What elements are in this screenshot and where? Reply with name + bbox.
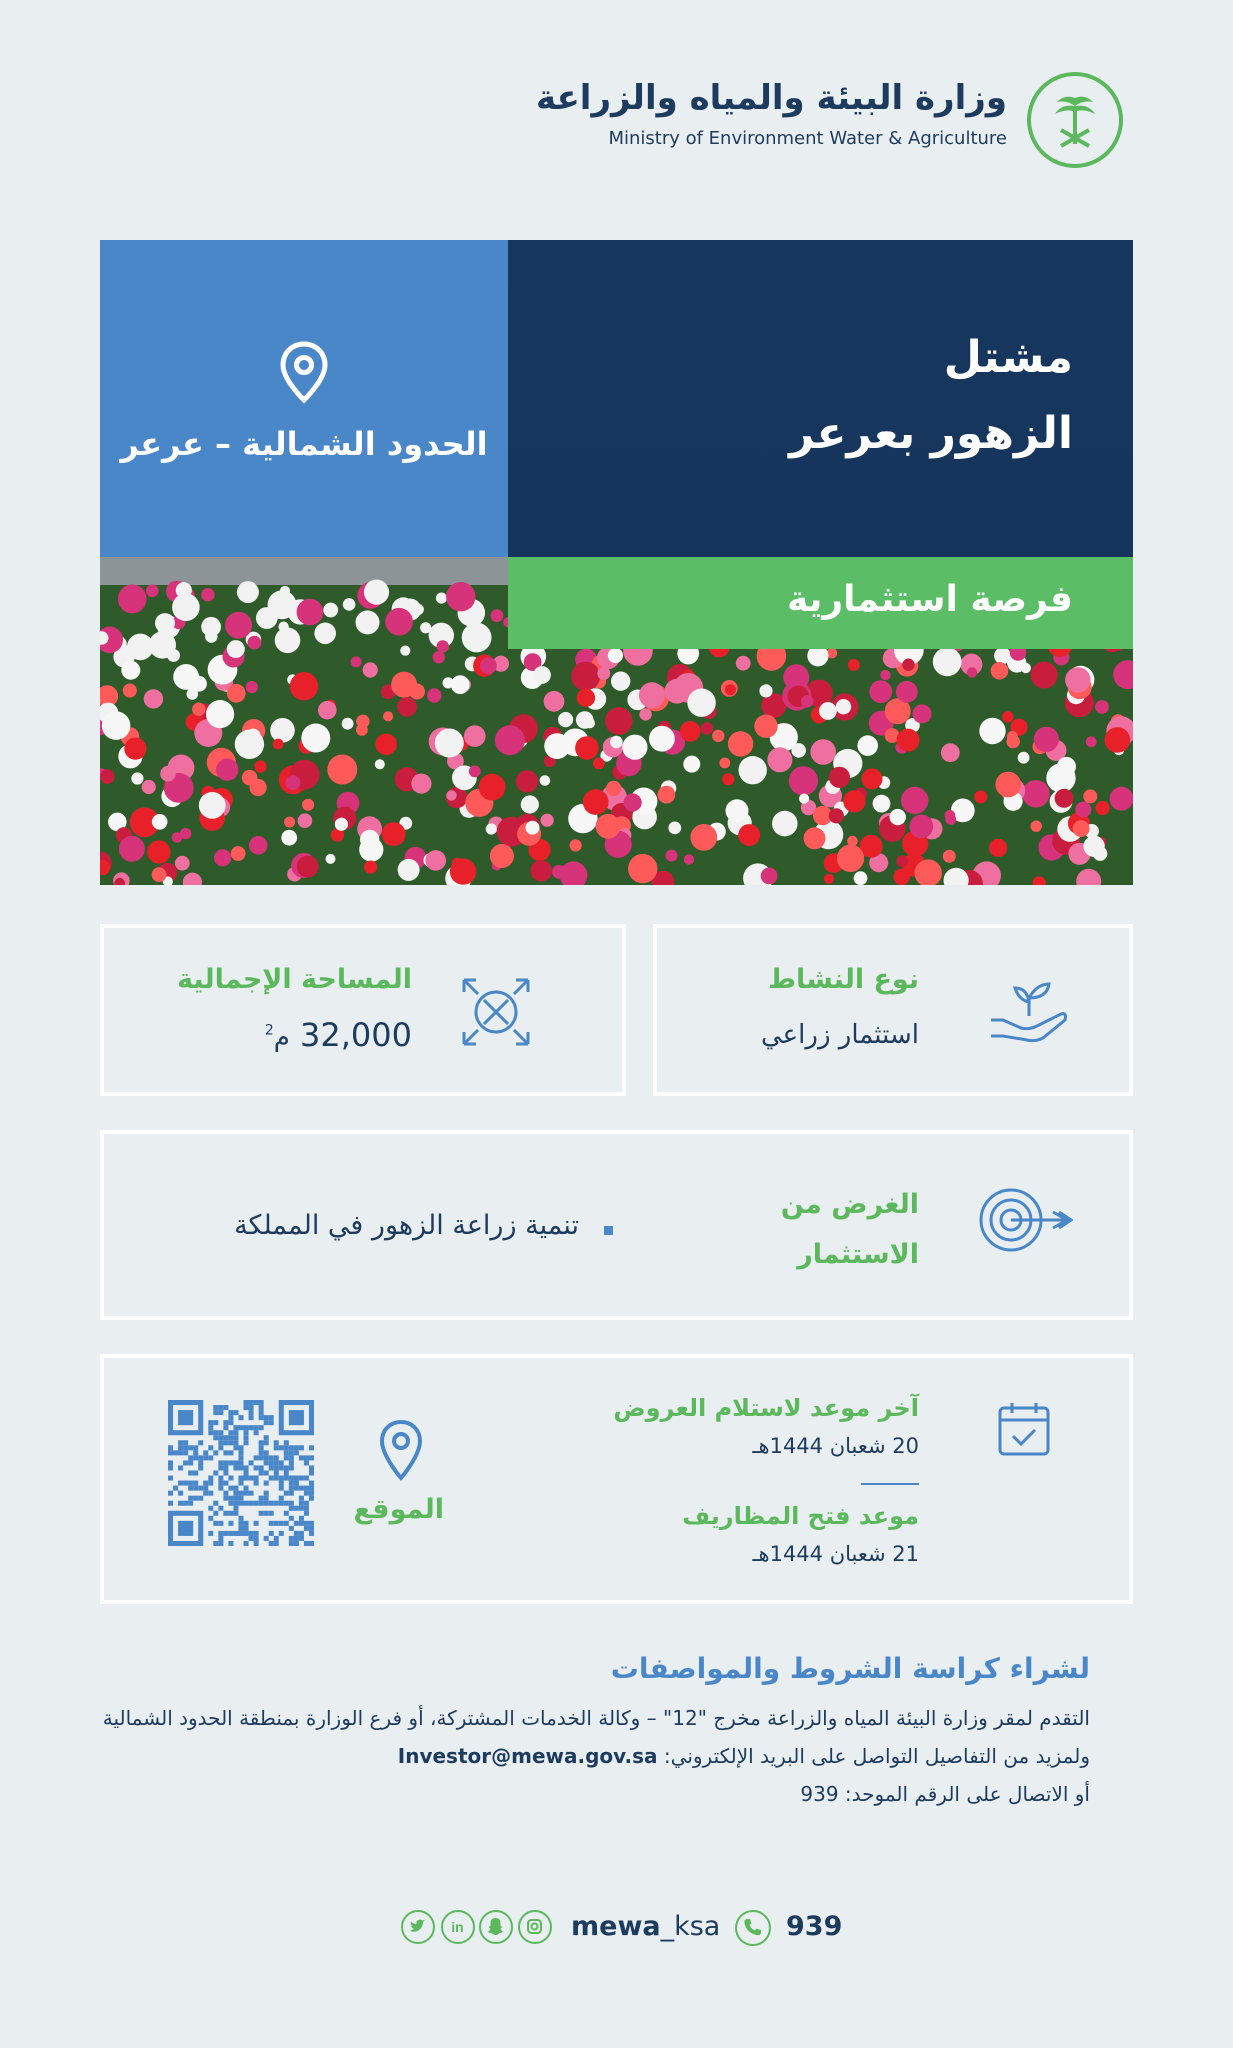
investment-purpose-value: تنمية زراعة الزهور في المملكة [234,1210,579,1241]
investment-opportunity-badge: فرصة استثمارية [508,557,1133,649]
envelope-opening-value: 21 شعبان 1444هـ [752,1542,919,1566]
hero-location-text: الحدود الشمالية – عرعر [120,425,488,463]
activity-type-card [653,924,1133,1096]
hero-location-panel [100,240,508,557]
unified-phone-number[interactable]: 939 [786,1911,843,1942]
dates-location-card [100,1354,1133,1604]
plant-in-hand-icon [985,976,1069,1048]
investment-purpose-card [100,1130,1133,1320]
phone-icon[interactable] [735,1910,771,1946]
envelope-opening-label: موعد فتح المظاريف [682,1502,919,1530]
instagram-icon[interactable] [518,1910,552,1944]
location-pin-icon [278,340,330,404]
linkedin-icon[interactable] [441,1910,475,1944]
ministry-name-english: Ministry of Environment Water & Agriculture [608,128,1007,149]
target-icon [977,1184,1073,1256]
divider [861,1483,919,1485]
purchase-specs-title: لشراء كراسة الشروط والمواصفات [610,1652,1090,1685]
investment-purpose-label: الغرض من الاستثمار [780,1189,919,1270]
purchase-address-text: التقدم لمقر وزارة البيئة المياه والزراعة مخرج "12" – وكالة الخدمات المشتركة، أو فرع الوزارة بمنطقة الحدود الشمالية [102,1706,1090,1730]
svg-text:in: in [451,1919,464,1935]
activity-type-value: استثمار زراعي [761,1020,919,1050]
purchase-phone-text: أو الاتصال على الرقم الموحد: 939 [800,1782,1090,1806]
email-link[interactable]: Investor@mewa.gov.sa [397,1744,658,1768]
deadline-label: آخر موعد لاستلام العروض [613,1394,919,1422]
location-label[interactable]: الموقع [353,1494,444,1525]
footer [0,1905,1233,1955]
bullet-marker [604,1226,613,1235]
palm-tree-logo-icon [1027,72,1123,168]
total-area-label: المساحة الإجمالية [177,964,412,995]
deadline-value: 20 شعبان 1444هـ [752,1434,919,1458]
ministry-name-arabic: وزارة البيئة والمياه والزراعة [535,78,1007,118]
social-handle[interactable]: mewa_ksa [571,1911,721,1942]
twitter-icon[interactable] [401,1910,435,1944]
location-pin-icon[interactable] [378,1418,424,1482]
hero-title-panel [508,240,1133,557]
snapchat-icon[interactable] [479,1910,513,1944]
qr-code-icon[interactable] [168,1400,314,1546]
calendar-check-icon [997,1400,1051,1458]
expand-area-icon [460,976,532,1048]
ministry-header [523,68,1123,178]
page-title: مشتل الزهور بعرعر [789,332,1073,459]
total-area-card [100,924,626,1096]
total-area-value: 32,000 م$^2$ [264,1016,412,1054]
purchase-email-text: ولمزيد من التفاصيل التواصل على البريد الإلكتروني: Investor@mewa.gov.sa [397,1744,1090,1768]
hero-banner [100,240,1133,885]
activity-type-label: نوع النشاط [768,964,919,995]
